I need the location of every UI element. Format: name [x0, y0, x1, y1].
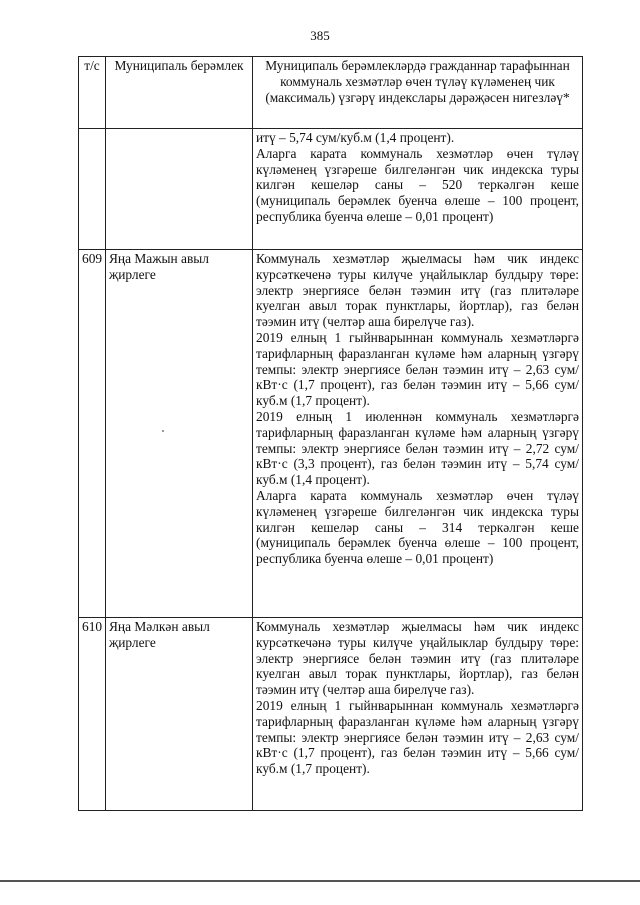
paragraph: Аларга карата коммуналь хезмәтләр өчен түләү күләменең үзгәреше билгеләнгән чик индекска туры килгән кешеләр саны – 314 теркәлгән кеше (муниципаль берәмлек буенча өлеше – 100 процент, республика буенча өлеше – 0,01 процент): [256, 487, 579, 567]
municipality-cell: Яңа Мажын авыл җирлеге: [106, 250, 253, 618]
row-number-cell: 609: [79, 250, 106, 618]
header-index-justification: Муниципаль берәмлекләрдә гражданнар тарафыннан коммуналь хезмәтләр өчен түләү күләменең чик (максималь) үзгәрү индекслары дәрәҗәсен нигезләү*: [253, 57, 583, 129]
paragraph: 2019 елның 1 гыйнварыннан коммуналь хезмәтләргә тарифларның фаразланган күләме һәм аларның үзгәрү темпы: электр энергиясе белән тәэмин итү – 2,63 сум/кВт·с (1,7 процент), газ белән тәэмин итү – 5,66 сум/куб.м (1,7 процент).: [256, 697, 579, 777]
table-row-continuation: [79, 129, 583, 250]
justification-cell: [253, 129, 583, 250]
paragraph: Коммуналь хезмәтләр җыелмасы һәм чик индекс курсәткеченә туры килүче уңайлыклар булдыру төре: электр энергиясе белән тәэмин итү (газ плитәләре куелган авыл торак пунктлары, йортлар), газ белән тәэмин итү (челтәр аша бирелүче газ).: [256, 251, 579, 330]
justification-cell: [253, 250, 583, 618]
page-bottom-edge: [0, 880, 640, 882]
paragraph: Аларга карата коммуналь хезмәтләр өчен түләү күләменең үзгәреше билгеләнгән чик индекска туры килгән кешеләр саны – 520 теркәлгән кеше (муниципаль берәмлек буенча өлеше – 100 процент, республика буенча өлеше – 0,01 процент): [256, 145, 579, 224]
municipality-cell: Яңа Мәлкән авыл җирлеге: [106, 618, 253, 811]
row-number-cell: 610: [79, 618, 106, 811]
paragraph: итү – 5,74 сум/куб.м (1,4 процент).: [256, 130, 455, 145]
paragraph: 2019 елның 1 гыйнварыннан коммуналь хезмәтләргә тарифларның фаразланган күләме һәм аларның үзгәрү темпы: электр энергиясе белән тәэмин итү – 2,63 сум/кВт·с (1,7 процент), газ белән тәэмин итү – 5,66 сум/куб.м (1,7 процент).: [256, 329, 579, 409]
paragraph: Коммуналь хезмәтләр җыелмасы һәм чик индекс курсәткечәнә туры килүче уңайлыклар булдыру төре: электр энергиясе белән тәэмин итү (газ плитәләре куелган авыл торак пунктлары, йортлар), газ белән тәэмин итү (челтәр аша бирелүче газ).: [256, 619, 579, 698]
justification-cell: [253, 618, 583, 811]
header-number: т/с: [79, 57, 106, 129]
table-row-609: [79, 250, 583, 618]
row-number-cell: [79, 129, 106, 250]
header-municipality: Муниципаль берәмлек: [106, 57, 253, 129]
page-number: 385: [310, 28, 330, 43]
municipality-cell: [106, 129, 253, 250]
table-row-610: [79, 618, 583, 811]
scan-speck: [162, 430, 164, 432]
paragraph: 2019 елның 1 июленнән коммуналь хезмәтләргә тарифларның фаразланган күләме һәм аларның үзгәрү темпы: электр энергиясе белән тәэмин итү – 2,72 сум/кВт·с (3,3 процент), газ белән тәэмин итү – 5,74 сум/куб.м (1,4 процент).: [256, 408, 579, 488]
table-header-row: [79, 57, 583, 129]
tariff-index-table: [78, 56, 583, 811]
